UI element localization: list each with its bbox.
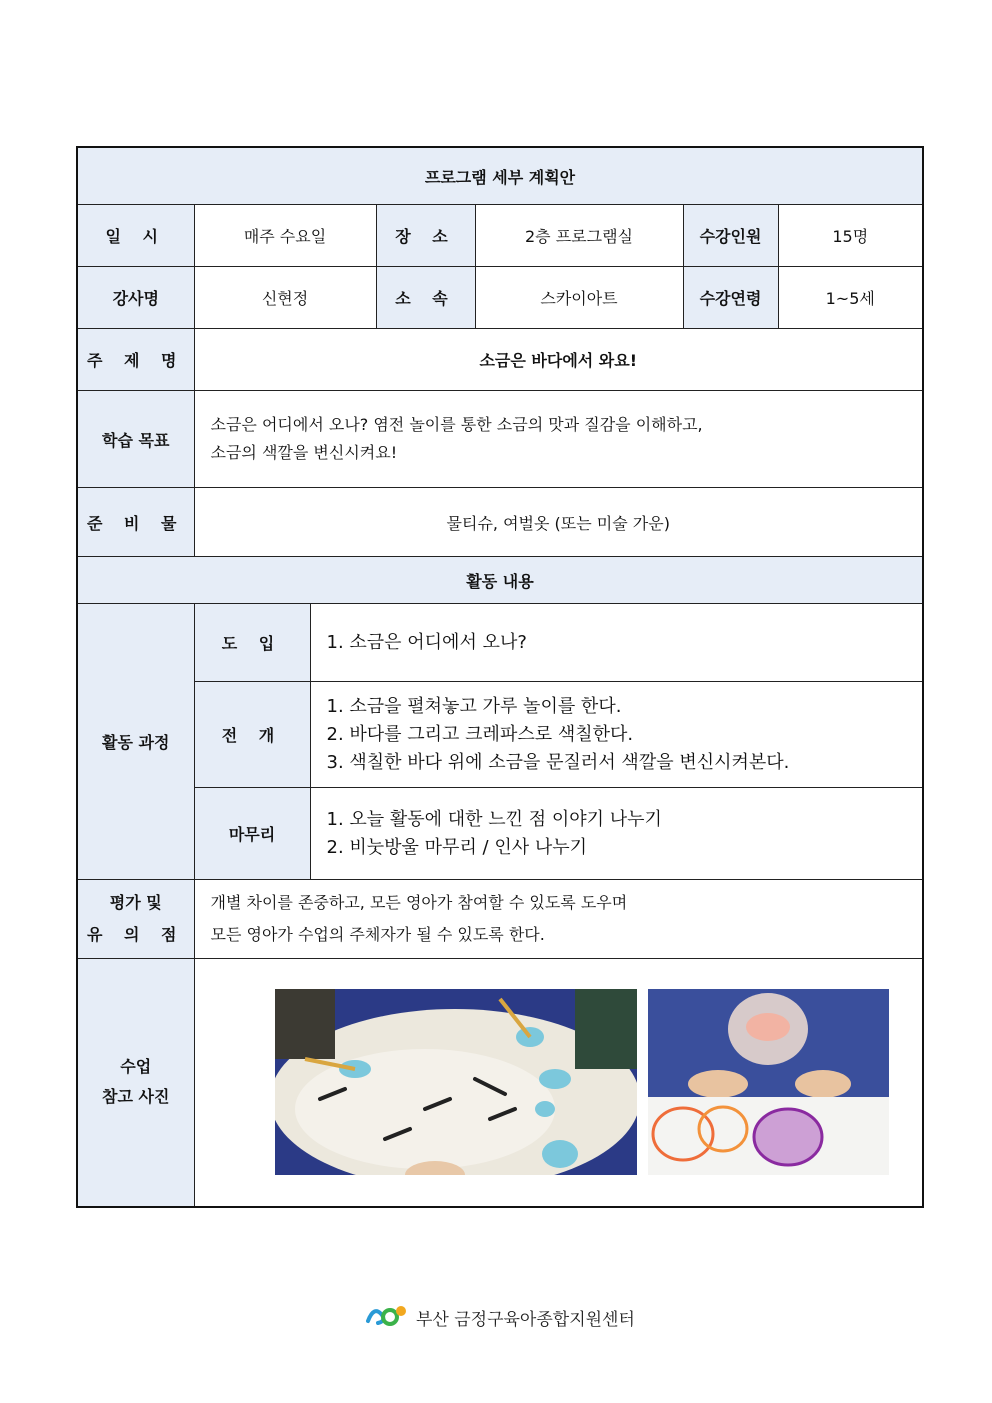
salt-color-photo <box>648 989 889 1175</box>
evaluation-text <box>194 880 923 959</box>
plan-document <box>76 146 922 1205</box>
place-label: 장 소 <box>376 205 475 267</box>
evaluation-line: 개별 차이를 존중하고, 모든 영아가 참여할 수 있도록 도우며 <box>210 893 628 912</box>
photos-label <box>77 959 194 1207</box>
stage-wrapup-content <box>310 788 923 880</box>
stage-line: 2. 바다를 그리고 크레파스로 색칠한다. <box>326 723 634 745</box>
photos-label-line1: 수업 <box>120 1057 152 1077</box>
footer-org-name: 부산 금정구육아종합지원센터 <box>416 1309 635 1330</box>
stage-develop-content <box>310 682 923 788</box>
evaluation-label-line1: 평가 및 <box>109 893 162 912</box>
salt-color-photo-image <box>648 989 889 1175</box>
stage-line: 2. 비눗방울 마무리 / 인사 나누기 <box>326 836 588 858</box>
goal-line: 소금은 어디에서 오나? 염전 놀이를 통한 소금의 맛과 질감을 이해하고, <box>210 415 703 434</box>
materials-label: 준 비 물 <box>77 488 194 557</box>
materials-value: 물티슈, 여벌옷 (또는 미술 가운) <box>194 488 923 557</box>
evaluation-label <box>77 880 194 959</box>
goal-line: 소금의 색깔을 변신시켜요! <box>210 443 398 462</box>
place-value: 2층 프로그램실 <box>475 205 683 267</box>
theme-label: 주 제 명 <box>77 329 194 391</box>
age-label: 수강연령 <box>683 267 778 329</box>
process-label: 활동 과정 <box>77 604 194 880</box>
stage-line: 1. 소금을 펼쳐놓고 가루 놀이를 한다. <box>326 695 622 717</box>
theme-value: 소금은 바다에서 와요! <box>194 329 923 391</box>
date-label: 일 시 <box>77 205 194 267</box>
photos-cell <box>194 959 923 1207</box>
photos-label-line2: 참고 사진 <box>102 1087 170 1107</box>
date-value: 매주 수요일 <box>194 205 376 267</box>
instructor-label: 강사명 <box>77 267 194 329</box>
plan-table <box>76 146 924 1208</box>
stage-develop-label: 전 개 <box>194 682 310 788</box>
evaluation-label-line2: 유 의 점 <box>86 925 185 944</box>
stage-line: 1. 소금은 어디에서 오나? <box>326 631 527 653</box>
org-logo-icon <box>364 1303 408 1331</box>
instructor-value: 신현정 <box>194 267 376 329</box>
stage-wrapup-label: 마무리 <box>194 788 310 880</box>
evaluation-line: 모든 영아가 수업의 주체자가 될 수 있도록 한다. <box>210 925 545 944</box>
stage-intro-content <box>310 604 923 682</box>
page-title: 프로그램 세부 계획안 <box>77 147 923 205</box>
capacity-label: 수강인원 <box>683 205 778 267</box>
salt-play-photo-image <box>275 989 637 1175</box>
capacity-value: 15명 <box>778 205 923 267</box>
affiliation-label: 소 속 <box>376 267 475 329</box>
stage-line: 1. 오늘 활동에 대한 느낀 점 이야기 나누기 <box>326 808 662 830</box>
goal-text <box>194 391 923 488</box>
stage-intro-label: 도 입 <box>194 604 310 682</box>
goal-label: 학습 목표 <box>77 391 194 488</box>
age-value: 1~5세 <box>778 267 923 329</box>
activity-header: 활동 내용 <box>77 557 923 604</box>
affiliation-value: 스카이아트 <box>475 267 683 329</box>
stage-line: 3. 색칠한 바다 위에 소금을 문질러서 색깔을 변신시켜본다. <box>326 751 790 773</box>
footer <box>364 1303 635 1331</box>
salt-play-photo <box>275 989 637 1175</box>
